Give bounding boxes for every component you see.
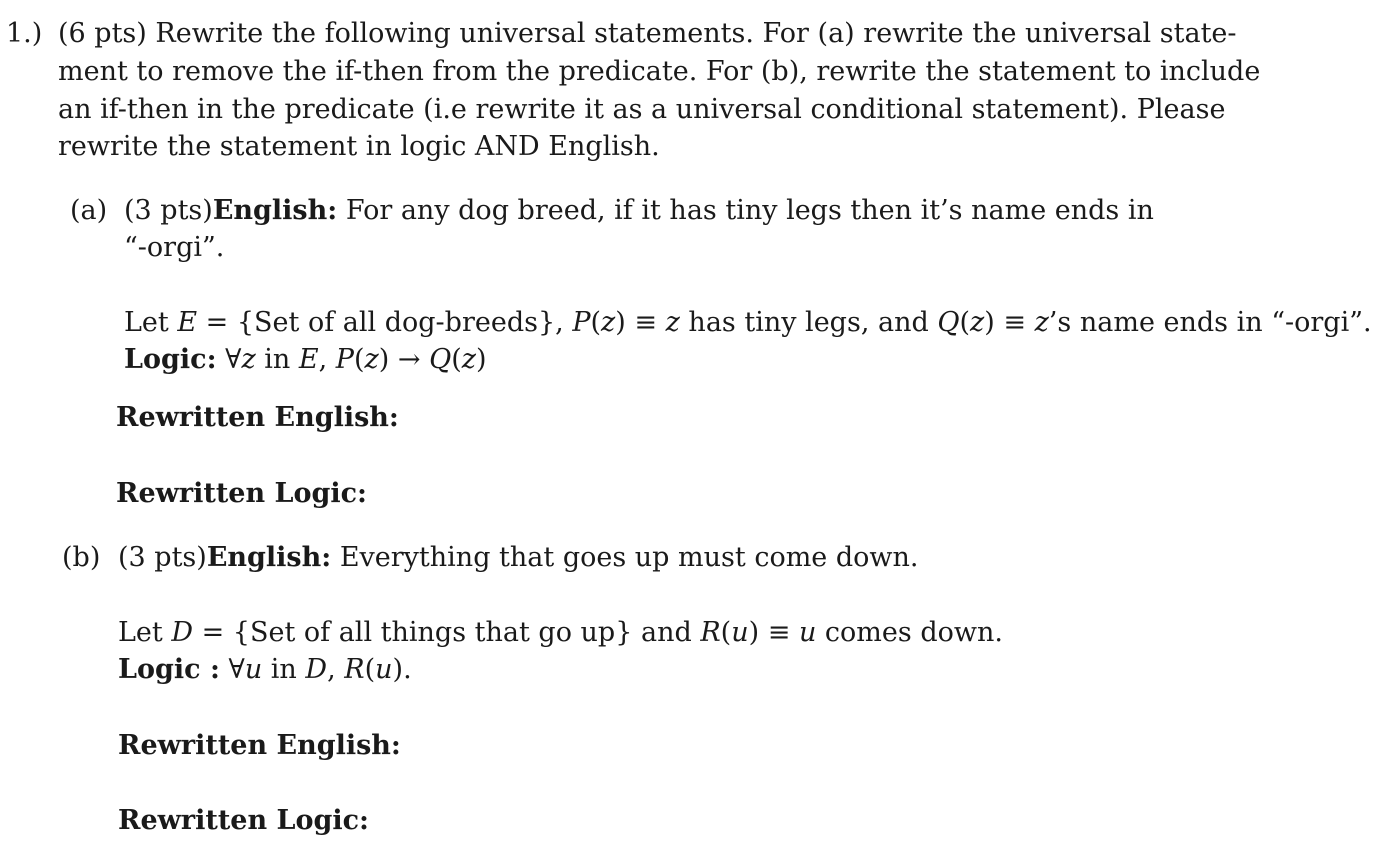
predicate-p: P (572, 307, 591, 338)
part-a-let-statement: Let E = {Set of all dog-breeds}, P(z) ≡ z has tiny legs, and Q(z) ≡ z’s name ends in “-orgi”. (124, 307, 1372, 338)
equals-sign: = (197, 307, 237, 338)
forall-symbol: ∀ (225, 344, 242, 375)
logic-variable: z (241, 344, 256, 375)
equiv-sign: ≡ (625, 307, 666, 338)
predicate-p-var: z (601, 307, 616, 338)
problem-number: 1.) (6, 18, 43, 49)
problem-line-3: an if-then in the predicate (i.e rewrite it as a universal conditional statement). Please (58, 94, 1226, 125)
part-b-english-text: Everything that goes up must come down. (339, 542, 919, 573)
logic-predicate-q: Q (429, 344, 452, 375)
logic-label: Logic : (118, 654, 220, 685)
part-a-rewritten-english-label: Rewritten English: (116, 402, 399, 433)
logic-label: Logic: (124, 344, 217, 375)
predicate-r-body-var: u (798, 617, 817, 648)
logic-variable: z (461, 344, 476, 375)
predicate-q-body: ’s name ends in “-orgi”. (1048, 307, 1372, 338)
logic-set: E (298, 344, 319, 375)
logic-predicate-p: P (335, 344, 354, 375)
problem-line-4: rewrite the statement in logic AND English. (58, 131, 660, 162)
logic-variable: z (364, 344, 379, 375)
predicate-q-body-var: z (1034, 307, 1049, 338)
forall-symbol: ∀ (228, 654, 245, 685)
part-a-points: (3 pts) (124, 195, 213, 226)
let-prefix: Let (124, 307, 178, 338)
logic-in: in (255, 344, 299, 375)
problem-line-1-text: (6 pts) Rewrite the following universal statements. For (a) rewrite the universal state- (58, 18, 1237, 49)
logic-predicate-r: R (344, 654, 365, 685)
logic-variable: u (375, 654, 393, 685)
equiv-sign: ≡ (994, 307, 1035, 338)
part-b-let-statement: Let D = {Set of all things that go up} and R(u) ≡ u comes down. (118, 617, 1003, 648)
part-a-english (124, 195, 1200, 226)
part-b-label: (b) (62, 542, 101, 573)
predicate-p-body-var: z (665, 307, 680, 338)
set-variable-e: E (177, 307, 198, 338)
problem-line-1 (58, 18, 1237, 49)
part-b-rewritten-logic-label: Rewritten Logic: (118, 805, 370, 836)
part-a-english-label: English: (212, 195, 338, 226)
predicate-r-body: comes down. (816, 617, 1003, 648)
problem-line-2: ment to remove the if-then from the predicate. For (b), rewrite the statement to include (58, 56, 1261, 87)
part-a-english-text: For any dog breed, if it has tiny legs then it’s name ends in (345, 195, 1154, 226)
predicate-p-body: has tiny legs, and (679, 307, 938, 338)
set-description: {Set of all dog-breeds}, (236, 307, 573, 338)
equiv-sign: ≡ (759, 617, 799, 648)
part-b-points: (3 pts) (118, 542, 207, 573)
equals-sign: = (193, 617, 233, 648)
implies-arrow: → (389, 344, 430, 375)
part-a-rewritten-logic-label: Rewritten Logic: (116, 478, 368, 509)
predicate-r: R (700, 617, 721, 648)
part-a-english-text-2: “-orgi”. (124, 232, 225, 263)
part-a-label: (a) (70, 195, 108, 226)
set-description: {Set of all things that go up} and (232, 617, 701, 648)
let-prefix: Let (118, 617, 172, 648)
part-b-english-label: English: (206, 542, 332, 573)
part-b-rewritten-english-label: Rewritten English: (118, 730, 401, 761)
predicate-r-var: u (731, 617, 749, 648)
part-b-logic: Logic : ∀u in D, R(u). (118, 654, 412, 685)
part-b-english (118, 542, 918, 573)
logic-set: D (305, 654, 328, 685)
part-a-logic: Logic: ∀z in E, P(z) → Q(z) (124, 344, 487, 375)
predicate-q-var: z (970, 307, 985, 338)
logic-variable: u (244, 654, 263, 685)
predicate-q: Q (937, 307, 960, 338)
logic-in: in (262, 654, 306, 685)
set-variable-d: D (171, 617, 193, 648)
